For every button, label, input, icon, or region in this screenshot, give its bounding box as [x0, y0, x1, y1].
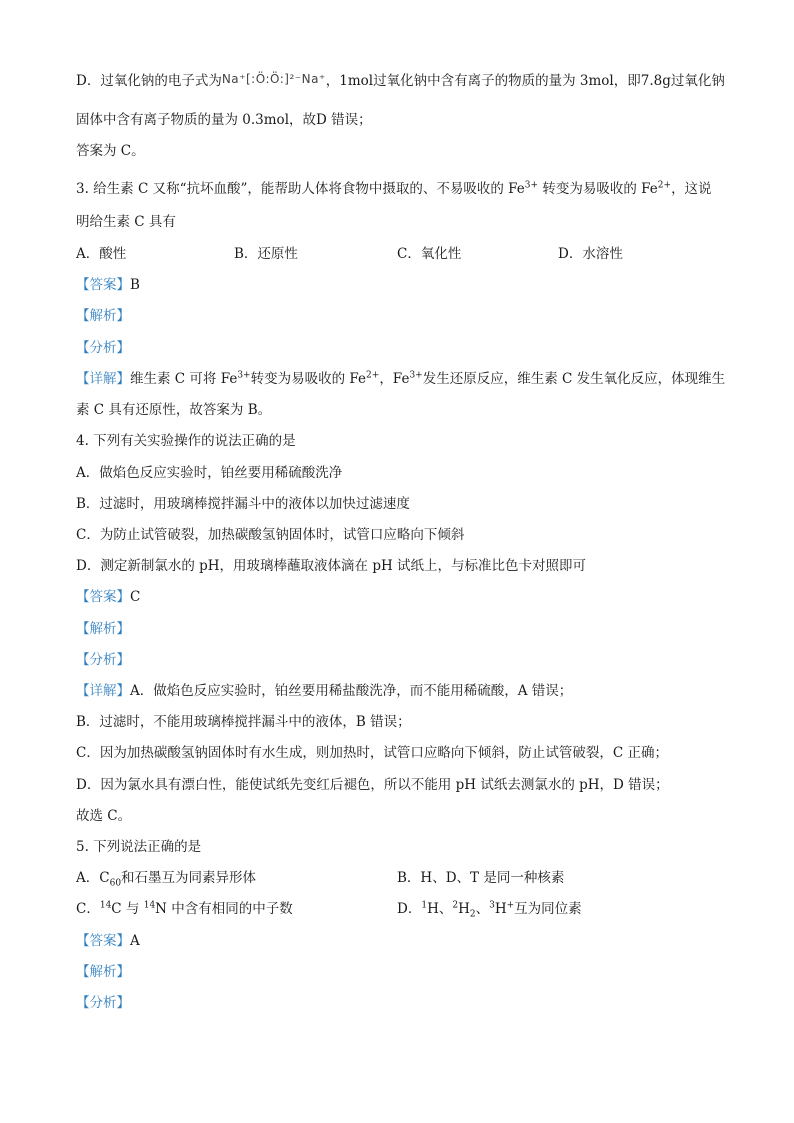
p1-line-1: D．过氧化钠的电子式为Na⁺[:Ö:Ö:]²⁻Na⁺，1mol过氧化钠中含有离子的物质的量为 3mol，即7.8g过氧化钠 — [76, 72, 725, 89]
q4-option-d: D．测定新制氯水的 pH，用玻璃棒蘸取液体滴在 pH 试纸上，与标准比色卡对照即可 — [76, 558, 587, 574]
q5-fenxi-tag: 【分析】 — [76, 995, 130, 1011]
q4-option-b: B．过滤时，用玻璃棒搅拌漏斗中的液体以加快过滤速度 — [76, 496, 410, 512]
q4-stem: 4. 下列有关实验操作的说法正确的是 — [76, 433, 296, 449]
q4-detail-line-2: B．过滤时，不能用玻璃棒搅拌漏斗中的液体，B 错误； — [76, 714, 411, 730]
answer-tag: 【答案】 — [76, 277, 130, 293]
q5-analysis-tag: 【解析】 — [76, 964, 130, 980]
p1-line-2: 固体中含有离子物质的量为 0.3mol，故D 错误； — [76, 112, 372, 128]
answer-tag: 【答案】 — [76, 589, 130, 605]
q3-option-b: B．还原性 — [234, 246, 298, 262]
q3-detail-line-1: 【详解】维生素 C 可将 $Fe^{3+}$转变为易吸收的 $Fe^{2+}$，$Fe^{3+}$发生还原反应，维生素 C 发生氧化反应，体现维生 — [76, 370, 726, 387]
q4-detail-line-4: D．因为氯水具有漂白性，能使试纸先变红后褪色，所以不能用 pH 试纸去测氯水的 pH，D 错误； — [76, 777, 669, 793]
q5-option-a: A．$C_{60}$和石墨互为同素异形体 — [76, 870, 257, 889]
q3-fenxi-tag: 【分析】 — [76, 340, 130, 356]
q4-analysis-tag: 【解析】 — [76, 621, 130, 637]
q4-option-a: A．做焰色反应实验时，铂丝要用稀硫酸洗净 — [76, 465, 343, 481]
q5-option-c: C．$^{14}$C 与 $^{14}$N 中含有相同的中子数 — [76, 900, 293, 917]
q4-fenxi-tag: 【分析】 — [76, 652, 130, 668]
q4-answer: 【答案】C — [76, 589, 141, 605]
q5-option-b: B．H、D、T 是同一种核素 — [397, 870, 565, 886]
q4-detail-line-3: C．因为加热碳酸氢钠固体时有水生成，则加热时，试管口应略向下倾斜，防止试管破裂，C 正确； — [76, 745, 668, 761]
answer-tag: 【答案】 — [76, 933, 130, 949]
q4-detail-line-1: 【详解】A．做焰色反应实验时，铂丝要用稀盐酸洗净，而不能用稀硫酸，A 错误； — [76, 683, 573, 699]
q4-detail-line-5: 故选 C。 — [76, 808, 132, 824]
q3-stem-line-2: 明给生素 C 具有 — [76, 214, 176, 230]
q5-option-d: D．$^1$H、$^2H_2$、$^3$H+互为同位素 — [397, 900, 582, 920]
q3-answer: 【答案】B — [76, 277, 140, 293]
p1-line-3: 答案为 C。 — [76, 143, 145, 159]
q3-option-d: D．水溶性 — [558, 246, 623, 262]
detail-tag: 【详解】 — [76, 371, 130, 387]
q3-option-a: A．酸性 — [76, 246, 127, 262]
q3-option-c: C．氧化性 — [397, 246, 462, 262]
q5-answer: 【答案】A — [76, 933, 140, 949]
sodium-peroxide-electron-formula: Na⁺[:Ö:Ö:]²⁻Na⁺ — [221, 72, 326, 86]
detail-tag: 【详解】 — [76, 683, 130, 699]
q3-stem-line-1: 3. 给生素 C 又称“抗坏血酸”，能帮助人体将食物中摄取的、不易吸收的 $Fe^{3+}$ 转变为易吸收的 $Fe^{2+}$，这说 — [76, 180, 712, 197]
q3-analysis-tag: 【解析】 — [76, 308, 130, 324]
q3-detail-line-2: 素 C 具有还原性，故答案为 B。 — [76, 402, 272, 418]
q5-stem: 5. 下列说法正确的是 — [76, 839, 202, 855]
q4-option-c: C．为防止试管破裂，加热碳酸氢钠固体时，试管口应略向下倾斜 — [76, 527, 465, 543]
